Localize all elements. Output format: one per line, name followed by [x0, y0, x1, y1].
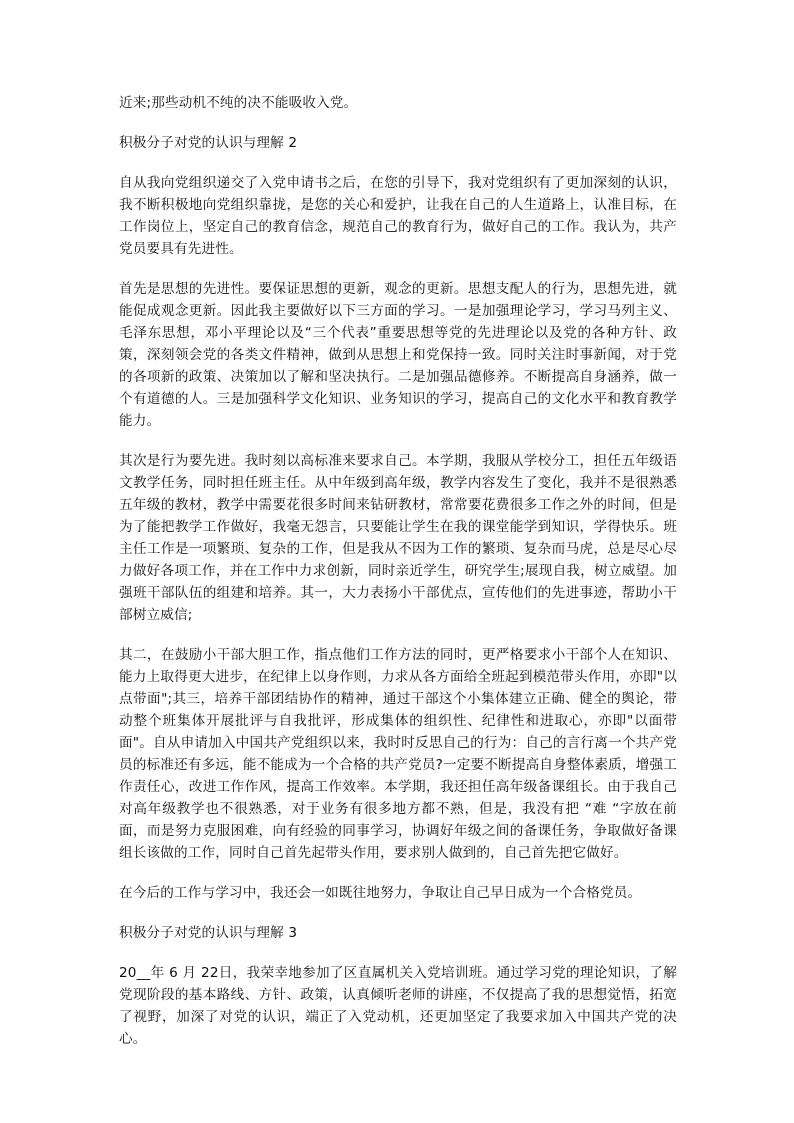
section-2-paragraph-1: 自从我向党组织递交了入党申请书之后，在您的引导下，我对党组织有了更加深刻的认识，我不断积极地向党组织靠拢，是您的关心和爱护，让我在自己的人生道路上，认准目标，在工作岗位上，坚定自己的教育信念，规范自己的教育行为，做好自己的工作。我认为，共产党员要具有先进性。 — [119, 175, 677, 257]
document-body — [119, 92, 677, 1050]
section-2-paragraph-4: 其二，在鼓励小干部大胆工作，指点他们工作方法的同时，更严格要求小干部个人在知识、能力上取得更大进步，在纪律上以身作则，力求从各方面给全班起到模范带头作用，亦即"以点带面";其三，培养干部团结协作的精神，通过干部这个小集体建立正确、健全的舆论，带动整个班集体开展批评与自我批评，形成集体的组织性、纪律性和进取心，亦即"以面带面"。自从申请加入中国共产党组织以来，我时时反思自己的行为：自己的言行离一个共产党员的标准还有多远，能不能成为一个合格的共产党员?一定要不断提高自身整体素质，增强工作责任心，改进工作作风，提高工作效率。本学期，我还担任高年级备课组长。由于我自己对高年级教学也不很熟悉，对于业务有很多地方都不熟，但是，我没有把 “难 “字放在前面，而是努力克服困难，向有经验的同事学习，协调好年级之间的备课任务，争取做好备课组长该做的工作，同时自己首先起带头作用，要求别人做到的，自己首先把它做好。 — [119, 647, 677, 861]
section-2-paragraph-2: 首先是思想的先进性。要保证思想的更新，观念的更新。思想支配人的行为，思想先进，就能促成观念更新。因此我主要做好以下三方面的学习。一是加强理论学习，学习马列主义、毛泽东思想，邓小平理论以及“三个代表”重要思想等党的先进理论以及党的各种方针、政策，深刻领会党的各类文件精神，做到从思想上和党保持一致。同时关注时事新闻，对于党的各项新的政策、决策加以了解和坚决执行。二是加强品德修养。不断提高自身涵养，做一个有道德的人。三是加强科学文化知识、业务知识的学习，提高自己的文化水平和教育教学能力。 — [119, 281, 677, 429]
section-2-paragraph-5: 在今后的工作与学习中，我还会一如既往地努力，争取让自己早日成为一个合格党员。 — [119, 885, 642, 901]
section-2-title: 积极分子对党的认识与理解 2 — [119, 135, 298, 151]
section-2-paragraph-3: 其次是行为要先进。我时刻以高标准来要求自己。本学期，我服从学校分工，担任五年级语文教学任务，同时担任班主任。从中年级到高年级，教学内容发生了变化，我并不是很熟悉五年级的教材，教学中需要花很多时间来钻研教材，常常要花费很多工作之外的时间，但是为了能把教学工作做好，我毫无怨言，只要能让学生在我的课堂能学到知识，学得快乐。班主任工作是一项繁琐、复杂的工作，但是我从不因为工作的繁琐、复杂而马虎，总是尽心尽力做好各项工作，并在工作中力求创新，同时亲近学生，研究学生;展现自我，树立威望。加强班干部队伍的组建和培养。其一，大力表扬小干部优点，宣传他们的先进事迹，帮助小干部树立威信; — [119, 453, 677, 623]
intro-line: 近来;那些动机不纯的决不能吸收入党。 — [119, 95, 358, 111]
section-3-paragraph-1: 20__年 6 月 22日，我荣幸地参加了区直属机关入党培训班。通过学习党的理论知识，了解党现阶段的基本路线、方针、政策，认真倾听老师的讲座，不仅提高了我的思想觉悟，拓宽了视野，加深了对党的认识，端正了入党动机，还更加坚定了我要求加入中国共产党的决心。 — [119, 965, 677, 1047]
section-3-title: 积极分子对党的认识与理解 3 — [119, 925, 298, 941]
